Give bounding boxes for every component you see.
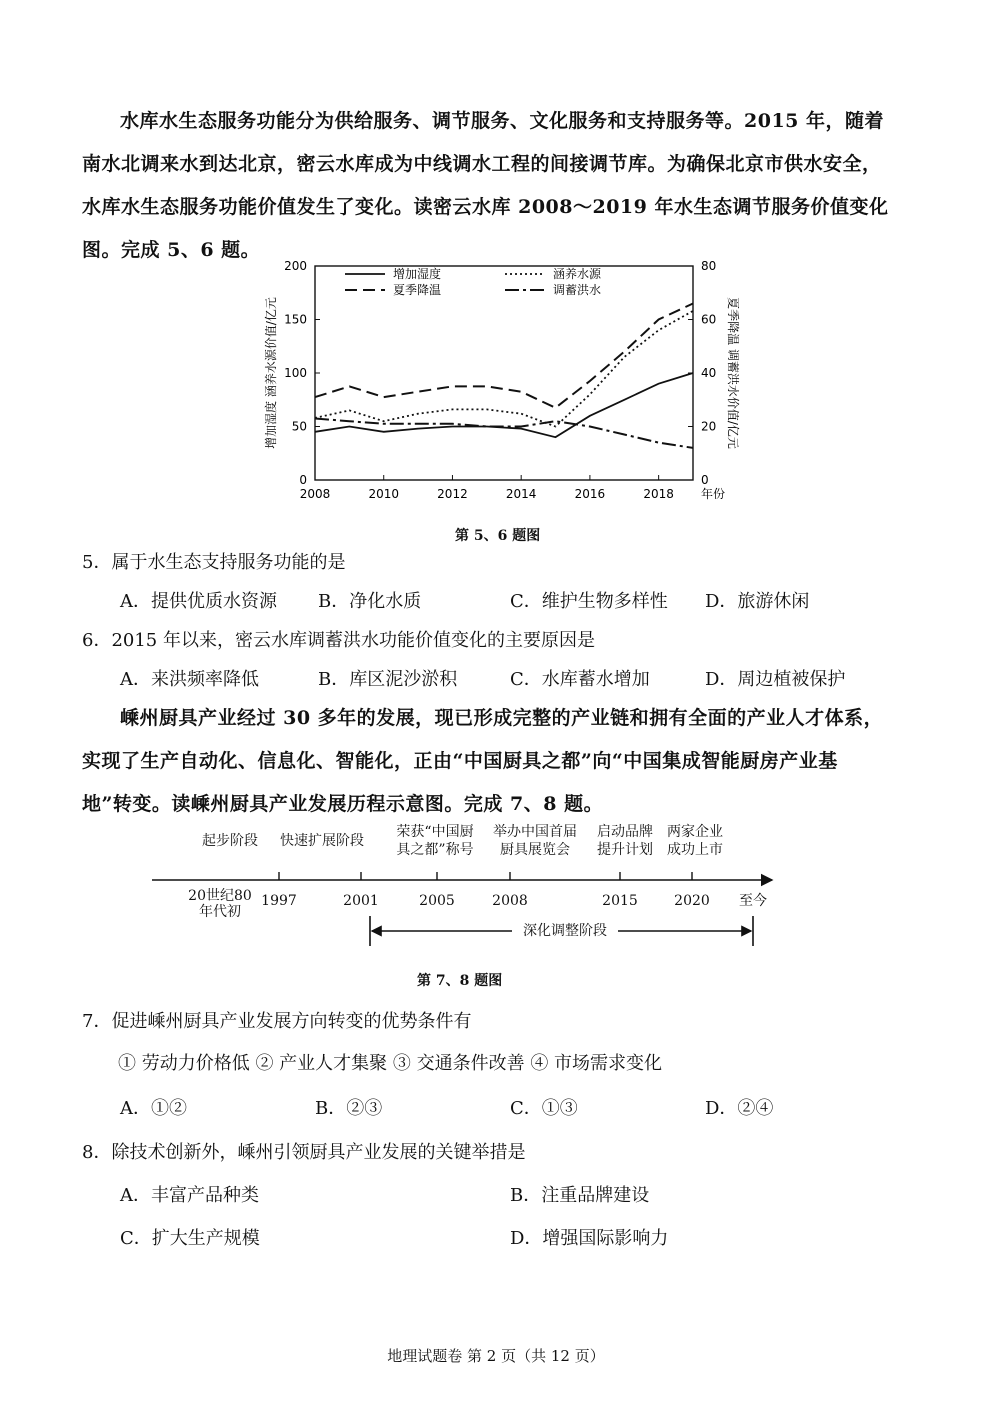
year-label: 20世纪80 年代初 xyxy=(188,888,252,920)
q7-option-b[interactable]: B．②③ xyxy=(315,1098,383,1119)
stage-label: 两家企业 成功上市 xyxy=(667,824,723,858)
question-5-stem: 5．属于水生态支持服务功能的是 xyxy=(82,552,346,573)
right-axis-tick-label: 0 xyxy=(701,473,709,487)
intro-line: 图。完成 5、6 题。 xyxy=(82,239,261,261)
series-line-dashed xyxy=(315,304,693,408)
x-axis-tick-label: 2012 xyxy=(437,487,468,501)
q7-option-d[interactable]: D．②④ xyxy=(705,1098,774,1119)
left-axis-tick-label: 100 xyxy=(284,366,307,380)
q6-option-b[interactable]: B．库区泥沙淤积 xyxy=(318,669,458,690)
stage-label: 快速扩展阶段 xyxy=(280,833,364,849)
q5-option-b[interactable]: B．净化水质 xyxy=(318,591,422,612)
intro-line: 实现了生产自动化、信息化、智能化，正由“中国厨具之都”向“中国集成智能厨房产业基 xyxy=(82,750,838,772)
q5-option-a[interactable]: A．提供优质水资源 xyxy=(120,591,277,612)
series-line-solid xyxy=(315,373,693,437)
reservoir-value-chart xyxy=(255,252,755,512)
left-axis-tick-label: 50 xyxy=(291,419,307,434)
page-footer: 地理试题卷 第 2 页（共 12 页） xyxy=(387,1347,605,1365)
intro-line: 南水北调来水到达北京，密云水库成为中线调水工程的间接调节库。为确保北京市供水安全， xyxy=(82,153,882,175)
q6-option-d[interactable]: D．周边植被保护 xyxy=(705,669,846,690)
plot-frame xyxy=(315,266,693,480)
right-axis-tick-label: 60 xyxy=(701,312,717,327)
stage-label: 起步阶段 xyxy=(202,833,258,849)
q5-option-c[interactable]: C．维护生物多样性 xyxy=(510,591,668,612)
question-8-stem: 8．除技术创新外，嵊州引领厨具产业发展的关键举措是 xyxy=(82,1142,526,1163)
q6-option-a[interactable]: A．来洪频率降低 xyxy=(120,669,259,690)
year-label: 2005 xyxy=(419,893,455,909)
intro-line: 嵊州厨具产业经过 30 多年的发展，现已形成完整的产业链和拥有全面的产业人才体系， xyxy=(120,707,884,729)
question-7-stem: 7．促进嵊州厨具产业发展方向转变的优势条件有 xyxy=(82,1011,472,1032)
x-axis-tick-label: 2016 xyxy=(574,487,606,501)
left-axis-tick-label: 0 xyxy=(299,473,307,487)
left-axis-tick-label: 150 xyxy=(284,312,307,327)
intro-line: 水库水生态服务功能价值发生了变化。读密云水库 2008～2019 年水生态调节服务价值变化 xyxy=(82,196,889,218)
intro-line: 水库水生态服务功能分为供给服务、调节服务、文化服务和支持服务等。2015 年，随着 xyxy=(120,110,884,132)
legend-label: 涵养水源 xyxy=(553,267,602,281)
year-label: 2008 xyxy=(492,893,528,909)
span-label: 深化调整阶段 xyxy=(523,923,607,939)
right-axis-label: 夏季降温 调蓄洪水价值/亿元 xyxy=(726,297,740,449)
legend-label: 夏季降温 xyxy=(393,283,442,297)
q7-option-a[interactable]: A．①② xyxy=(120,1098,187,1119)
left-axis-label: 增加湿度 涵养水源价值/亿元 xyxy=(264,297,278,449)
figure-caption-7-8: 第 7、8 题图 xyxy=(417,973,503,989)
x-axis-tick-label: 2010 xyxy=(368,487,400,501)
intro-passage-reservoir xyxy=(82,100,902,272)
q5-option-d[interactable]: D．旅游休闲 xyxy=(705,591,810,612)
right-axis-tick-label: 40 xyxy=(701,366,717,380)
q7-option-c[interactable]: C．①③ xyxy=(510,1098,578,1119)
x-axis-unit: 年份 xyxy=(701,487,726,501)
stage-label: 启动品牌 提升计划 xyxy=(597,824,653,858)
right-axis-tick-label: 80 xyxy=(701,259,717,273)
intro-line: 地”转变。读嵊州厨具产业发展历程示意图。完成 7、8 题。 xyxy=(82,793,604,815)
x-axis-tick-label: 2018 xyxy=(643,487,674,501)
year-label: 至今 xyxy=(739,893,767,909)
figure-caption-5-6: 第 5、6 题图 xyxy=(455,528,541,544)
question-6-stem: 6．2015 年以来，密云水库调蓄洪水功能价值变化的主要原因是 xyxy=(82,630,595,651)
q6-option-c[interactable]: C．水库蓄水增加 xyxy=(510,669,650,690)
series-line-dotted xyxy=(315,311,693,427)
q8-option-b[interactable]: B．注重品牌建设 xyxy=(510,1185,650,1206)
x-axis-tick-label: 2014 xyxy=(505,487,537,501)
intro-passage-kitchenware xyxy=(82,697,902,826)
q8-option-c[interactable]: C．扩大生产规模 xyxy=(120,1228,260,1249)
year-label: 2020 xyxy=(674,893,710,909)
q8-option-a[interactable]: A．丰富产品种类 xyxy=(120,1185,259,1206)
x-axis-tick-label: 2008 xyxy=(299,487,331,501)
q8-option-d[interactable]: D．增强国际影响力 xyxy=(510,1228,669,1249)
year-label: 2015 xyxy=(602,893,638,909)
left-axis-tick-label: 200 xyxy=(284,259,307,273)
right-axis-tick-label: 20 xyxy=(701,419,717,434)
q7-statement-list: ① 劳动力价格低 ② 产业人才集聚 ③ 交通条件改善 ④ 市场需求变化 xyxy=(118,1053,663,1074)
stage-label: 举办中国首届 厨具展览会 xyxy=(493,824,577,858)
series-line-dashdot xyxy=(315,419,693,448)
legend-label: 调蓄洪水 xyxy=(553,283,602,297)
year-label: 1997 xyxy=(261,893,297,909)
year-label: 2001 xyxy=(343,893,379,909)
legend-label: 增加湿度 xyxy=(393,267,442,281)
stage-label: 荣获“中国厨 具之都”称号 xyxy=(396,824,474,858)
